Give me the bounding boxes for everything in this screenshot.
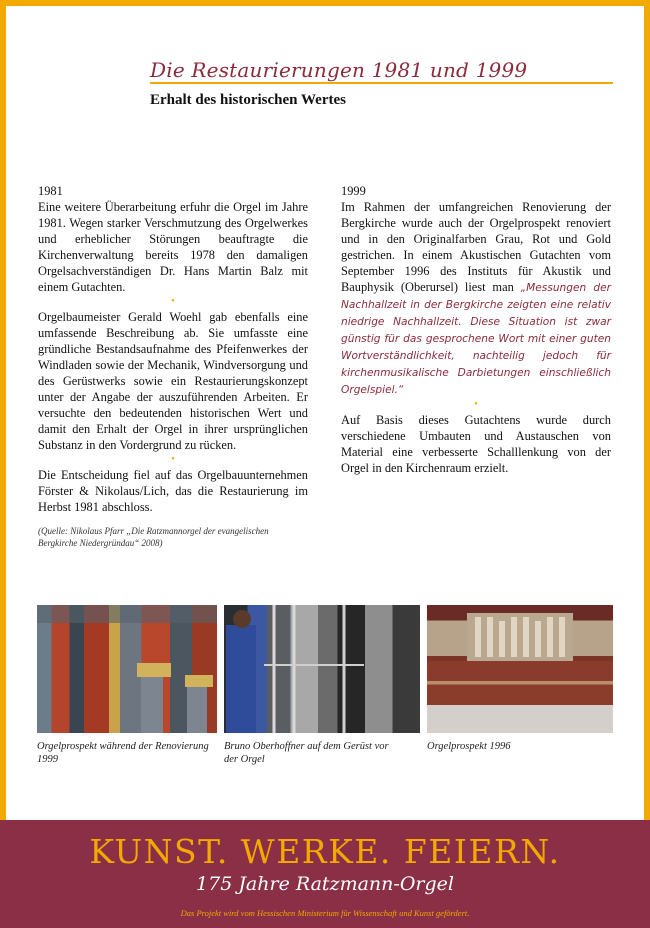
paragraph-1981-2: Orgelbaumeister Gerald Woehl gab ebenfalls eine umfassende Beschreibung ab. Sie umfasste eine gründliche Bestandsaufnahme des Pfeifenwerkes der Windladen sowie der Mechanik, Windversorgung und des Gerüstwerks sowie ein Restaurierungskonzept unter der Angabe der auszuführenden Arbeiten. Er versuchte den bedeutenden historischen Wert und damit den Erhalt der Orgel in ihrer ursprünglichen Substanz in den Vordergrund zu rücken.	[38, 310, 308, 452]
source-note: (Quelle: Nikolaus Pfarr „Die Ratzmannorgel der evangelischen Bergkirche Niedergründau“ 2008)	[38, 526, 269, 548]
column-1999	[341, 183, 611, 476]
acoustic-quote: „Messungen der Nachhallzeit in der Bergkirche zeigten eine relativ niedrige Nachhallzeit. Diese Situation ist zwar günstig für das gesprochene Wort mit einer guten Wortverständlichkeit, nachteilig jedoch für kirchenmusikalische Darbietungen einschließlich Orgelspiel.“	[341, 282, 611, 396]
year-heading-1999: 1999	[341, 184, 366, 198]
paragraph-1999-1-lead: Im Rahmen der umfangreichen Renovierung der Bergkirche wurde auch der Orgelprospekt renoviert und in den Originalfarben Grau, Rot und Gold gestrichen. In einem Akustischen Gutachten vom September 1996 des Instituts für Akustik und Bauphysik (Oberursel) liest man	[341, 200, 611, 294]
organ-front-photo	[427, 605, 613, 733]
organ-detail-photo	[37, 605, 217, 733]
scaffold-photo	[224, 605, 420, 733]
separator-dot: •	[171, 454, 175, 465]
banner-headline: KUNST. WERKE. FEIERN.	[89, 832, 561, 871]
page-subtitle: Erhalt des historischen Wertes	[150, 92, 346, 108]
column-1981	[38, 183, 308, 549]
page-title: Die Restaurierungen 1981 und 1999	[150, 58, 528, 82]
paragraph-1981-1: Eine weitere Überarbeitung erfuhr die Orgel im Jahre 1981. Wegen starker Verschmutzung des Orgelwerkes und erheblicher Störungen beauftragte die Kirchenverwaltung bereits 1978 den damaligen Orgelsachverständigen Dr. Hans Martin Balz mit einem Gutachten.	[38, 200, 308, 294]
paragraph-1999-2: Auf Basis dieses Gutachtens wurde durch verschiedene Umbauten und Austauschen von Material eine verbesserte Schalllenkung von der Orgel in den Kirchenraum erzielt.	[341, 413, 611, 475]
separator-dot: •	[171, 296, 175, 307]
separator-dot: •	[474, 399, 478, 410]
photo-caption-3: Orgelprospekt 1996	[427, 741, 511, 752]
year-heading-1981: 1981	[38, 184, 63, 198]
scaffold-photo-graphic	[224, 605, 420, 733]
photo-caption-2: Bruno Oberhoffner auf dem Gerüst vor der Orgel	[224, 741, 389, 765]
organ-front-photo-graphic	[427, 605, 613, 733]
paragraph-1999-1	[341, 199, 611, 398]
funding-note: Das Projekt wird vom Hessischen Ministerium für Wissenschaft und Kunst gefördert.	[180, 908, 470, 918]
paragraph-1981-3: Die Entscheidung fiel auf das Orgelbauunternehmen Förster & Nikolaus/Lich, das die Restaurierung im Herbst 1981 abschloss.	[38, 468, 308, 514]
organ-detail-photo-graphic	[37, 605, 217, 733]
title-underline	[150, 82, 613, 84]
photo-caption-1: Orgelprospekt während der Renovierung 1999	[37, 741, 209, 765]
banner-subline: 175 Jahre Ratzmann-Orgel	[196, 873, 454, 895]
